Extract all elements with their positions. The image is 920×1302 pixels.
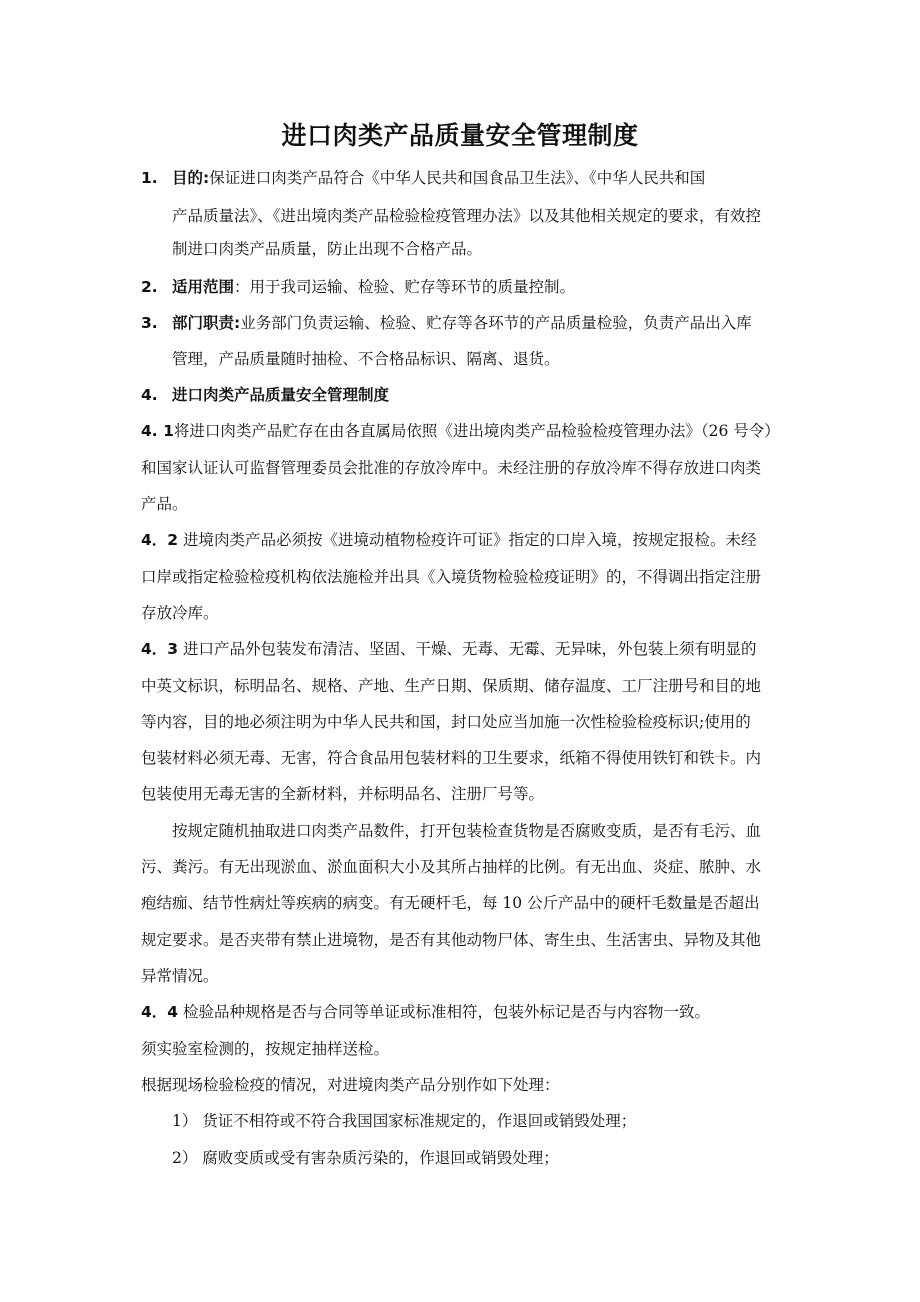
subsection-number: 4．3 [141, 640, 179, 658]
handling-item: 1） 货证不相符或不符合我国国家标准规定的，作退回或销毁处理； [172, 1112, 637, 1130]
sampling-paragraph-line-5: 异常情况。 [141, 967, 219, 985]
section-label: 进口肉类产品质量安全管理制度 [172, 386, 390, 404]
subsection-text: 将进口肉类产品贮存在由各直属局依照《进出境肉类产品检验检疫管理办法》（26 号令） [173, 422, 780, 440]
document-title: 进口肉类产品质量安全管理制度 [281, 121, 639, 150]
subsection-4-2-line-3: 存放冷库。 [141, 604, 219, 622]
section-4-heading [141, 385, 389, 405]
sampling-paragraph-line-1: 按规定随机抽取进口肉类产品数件，打开包装检查货物是否腐败变质，是否有毛污、血 [172, 822, 762, 840]
sampling-paragraph-line-3: 疱结痂、结节性病灶等疾病的病变。有无硬杆毛，每 10 公斤产品中的硬杆毛数量是否超出 [141, 894, 760, 912]
section-text: 业务部门负责运输、检验、贮存等各环节的产品质量检验，负责产品出入库 [240, 314, 752, 332]
section-number: 1. [141, 169, 158, 187]
subsection-text: 进境肉类产品必须按《进境动植物检疫许可证》指定的口岸入境，按规定报检。未经 [178, 531, 757, 549]
subsection-4-1-line-3: 产品。 [141, 495, 188, 513]
subsection-4-1-line-1 [141, 421, 780, 441]
subsection-number: 4. 1 [141, 422, 174, 440]
section-3-line-2: 管理，产品质量随时抽检、不合格品标识、隔离、退货。 [172, 350, 560, 368]
subsection-number: 4．2 [141, 531, 179, 549]
section-text: 保证进口肉类产品符合《中华人民共和国食品卫生法》、《中华人民共和国 [209, 169, 706, 187]
section-number: 2. [141, 278, 158, 296]
sampling-paragraph-line-4: 规定要求。是否夹带有禁止进境物，是否有其他动物尸体、寄生虫、生活害虫、异物及其他 [141, 931, 762, 949]
section-label: 适用范围 [172, 278, 235, 296]
subsection-4-3-line-5: 包装使用无毒无害的全新材料，并标明品名、注册厂号等。 [141, 785, 545, 803]
section-number: 4. [141, 386, 158, 404]
subsection-4-1-line-2: 和国家认证认可监督管理委员会批准的存放冷库中。未经注册的存放冷库不得存放进口肉类 [141, 459, 762, 477]
subsection-text: 检验品种规格是否与合同等单证或标准相符，包装外标记是否与内容物一致。 [178, 1003, 711, 1021]
section-1-line-3: 制进口肉类产品质量，防止出现不合格产品。 [172, 240, 483, 258]
subsection-number: 4．4 [141, 1003, 179, 1021]
section-2-line-1 [141, 277, 575, 297]
subsection-4-3-line-2: 中英文标识，标明品名、规格、产地、生产日期、保质期、储存温度、工厂注册号和目的地 [141, 677, 762, 695]
handling-intro: 根据现场检验检疫的情况，对进境肉类产品分别作如下处理： [141, 1076, 560, 1094]
subsection-4-2-line-1 [141, 530, 757, 550]
section-text: ：用于我司运输、检验、贮存等环节的质量控制。 [234, 278, 576, 296]
sampling-paragraph-line-2: 污、粪污。有无出现淤血、淤血面积大小及其所占抽样的比例。有无出血、炎症、脓肿、水 [141, 858, 762, 876]
subsection-4-4 [141, 1002, 710, 1022]
subsection-4-3-line-1 [141, 639, 757, 659]
subsection-4-3-line-3: 等内容，目的地必须注明为中华人民共和国，封口处应当加施一次性检验检疫标识;使用的 [141, 713, 751, 731]
subsection-4-2-line-2: 口岸或指定检验检疫机构依法施检并出具《入境货物检验检疫证明》的，不得调出指定注册 [141, 568, 762, 586]
subsection-4-3-line-4: 包装材料必须无毒、无害，符合食品用包装材料的卫生要求，纸箱不得使用铁钉和铁卡。内 [141, 749, 762, 767]
section-3-line-1 [141, 313, 752, 333]
subsection-text: 进口产品外包装发布清洁、坚固、干燥、无毒、无霉、无异味，外包装上须有明显的 [178, 640, 757, 658]
handling-item: 2） 腐败变质或受有害杂质污染的，作退回或销毁处理； [172, 1149, 559, 1167]
lab-testing-line: 须实验室检测的，按规定抽样送检。 [141, 1040, 390, 1058]
section-1-line-1 [141, 168, 705, 188]
section-label: 部门职责: [172, 314, 241, 332]
section-label: 目的: [172, 169, 210, 187]
section-1-line-2: 产品质量法》、《进出境肉类产品检验检疫管理办法》以及其他相关规定的要求，有效控 [172, 207, 762, 225]
section-number: 3. [141, 314, 158, 332]
